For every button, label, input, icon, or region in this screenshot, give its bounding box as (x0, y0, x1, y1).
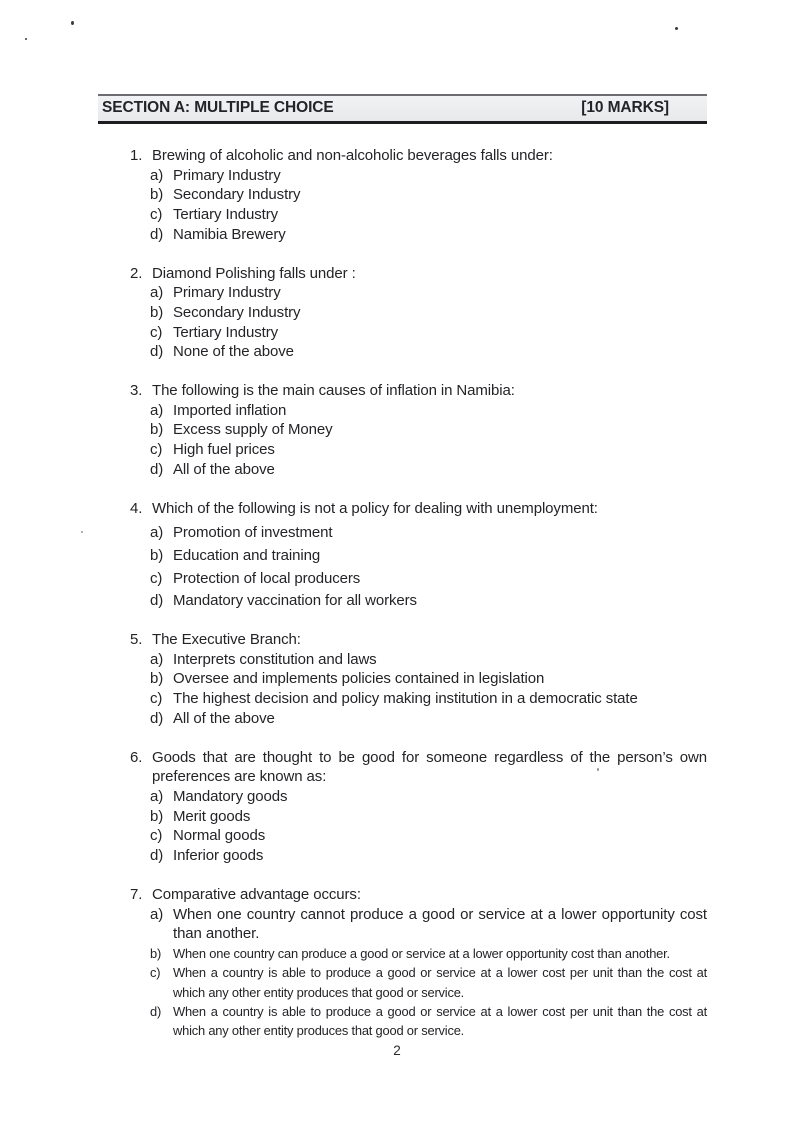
option-text: When one country cannot produce a good or service at a lower opportunity cost than another. (173, 905, 707, 943)
question (130, 264, 707, 363)
option-letter: a) (150, 284, 164, 302)
option (150, 963, 707, 1002)
page-footer (0, 1043, 794, 1058)
option-text: None of the above (173, 343, 294, 361)
question-text: Brewing of alcoholic and non-alcoholic beverages falls under: (152, 147, 553, 164)
option (150, 846, 707, 866)
option-letter: b) (150, 670, 164, 688)
option (150, 669, 707, 689)
option-letter: d) (150, 225, 164, 243)
question-number: 5. (130, 631, 143, 649)
question-text: Which of the following is not a policy for dealing with unemployment: (152, 499, 598, 517)
option-letter: b) (150, 421, 164, 439)
option-text: Tertiary Industry (173, 323, 278, 341)
option-text: When a country is able to produce a good or service at a lower cost per unit than the cost at which any other entity produces that good or service. (173, 965, 707, 1000)
scan-speck (25, 38, 27, 40)
option (150, 905, 707, 944)
question-number: 4. (130, 499, 143, 517)
question (130, 146, 707, 245)
option-text: Education and training (173, 546, 321, 564)
option-text: High fuel prices (173, 441, 275, 459)
question-line (130, 630, 707, 650)
option-text: Merit goods (173, 807, 251, 825)
option-list (150, 166, 707, 245)
question-number: 1. (130, 147, 143, 164)
option (150, 523, 707, 543)
question (130, 748, 707, 866)
option-text: Inferior goods (173, 847, 264, 865)
option-letter: c) (150, 569, 163, 587)
question (130, 630, 707, 729)
option (150, 303, 707, 323)
option-text: Namibia Brewery (173, 225, 286, 243)
option-letter: b) (150, 303, 164, 321)
option (150, 787, 707, 807)
question (130, 381, 707, 480)
page-number: 2 (393, 1043, 401, 1058)
question-line (130, 885, 707, 905)
option-letter: d) (150, 460, 164, 478)
option (150, 323, 707, 343)
option (150, 283, 707, 303)
option-text: Promotion of investment (173, 524, 333, 542)
question-number: 2. (130, 264, 143, 282)
option-text: Excess supply of Money (173, 421, 333, 439)
section-title: SECTION A: MULTIPLE CHOICE (102, 99, 334, 116)
option-letter: a) (150, 905, 164, 923)
option (150, 807, 707, 827)
option-letter: a) (150, 650, 164, 668)
question-list (130, 146, 707, 1059)
question-number: 6. (130, 748, 143, 766)
option (150, 460, 707, 480)
question-line (130, 264, 707, 284)
scan-speck (71, 21, 74, 25)
option-letter: c) (150, 206, 163, 224)
option (150, 342, 707, 362)
option-text: When a country is able to produce a good or service at a lower cost per unit than the cost at which any other entity produces that good or service. (173, 1003, 707, 1039)
option-list (150, 523, 707, 611)
option-letter: d) (150, 847, 164, 865)
option-text: Mandatory vaccination for all workers (173, 592, 417, 610)
option (150, 1002, 707, 1041)
question-line (130, 499, 707, 519)
question-text: Goods that are thought to be good for someone regardless of the person’s own preferences are known as: (152, 748, 707, 786)
option-letter: a) (150, 166, 164, 184)
option-letter: d) (150, 592, 164, 610)
option-letter: d) (150, 343, 164, 361)
option-letter: b) (150, 546, 164, 564)
option (150, 205, 707, 225)
option-list (150, 283, 707, 362)
option-letter: a) (150, 524, 164, 542)
option-letter: b) (150, 807, 164, 825)
question-number: 7. (130, 885, 143, 903)
option (150, 650, 707, 670)
option (150, 709, 707, 729)
question-text: The following is the main causes of inflation in Namibia: (152, 382, 515, 400)
scan-speck (675, 27, 678, 30)
section-marks: [10 MARKS] (581, 99, 669, 116)
question-text: Diamond Polishing falls under : (152, 264, 356, 282)
option-letter: c) (150, 323, 163, 341)
question-line (130, 381, 707, 401)
question (130, 885, 707, 1041)
option-letter: a) (150, 401, 164, 419)
option-text: All of the above (173, 709, 275, 727)
scan-speck (81, 531, 83, 533)
option-text: Tertiary Industry (173, 206, 278, 224)
option (150, 420, 707, 440)
option-text: Imported inflation (173, 401, 287, 419)
option-letter: a) (150, 787, 164, 805)
option (150, 225, 707, 245)
section-header (98, 94, 707, 124)
option-text: Normal goods (173, 827, 266, 845)
option-list (150, 905, 707, 1041)
option-text: Oversee and implements policies contained in legislation (173, 670, 545, 688)
option-text: Primary Industry (173, 284, 281, 302)
option-letter: b) (150, 945, 162, 961)
option (150, 166, 707, 186)
option (150, 591, 707, 611)
option-text: All of the above (173, 460, 275, 478)
option-text: The highest decision and policy making institution in a democratic state (173, 690, 638, 708)
question-number: 3. (130, 382, 143, 400)
option-letter: c) (150, 827, 163, 845)
option-letter: d) (150, 709, 164, 727)
question-line (130, 146, 707, 166)
option (150, 689, 707, 709)
question-line (130, 748, 707, 787)
option-text: Secondary Industry (173, 303, 301, 321)
option (150, 401, 707, 421)
option-list (150, 650, 707, 729)
option (150, 944, 707, 963)
option-letter: c) (150, 965, 161, 981)
option (150, 569, 707, 589)
option-letter: c) (150, 441, 163, 459)
option-letter: c) (150, 690, 163, 708)
question (130, 499, 707, 612)
option (150, 185, 707, 205)
option (150, 546, 707, 566)
option-text: Primary Industry (173, 166, 281, 184)
question-text: The Executive Branch: (152, 631, 301, 649)
option-text: Interprets constitution and laws (173, 650, 377, 668)
option-text: Protection of local producers (173, 569, 361, 587)
option (150, 440, 707, 460)
option-list (150, 787, 707, 866)
option (150, 826, 707, 846)
option-letter: d) (150, 1003, 162, 1019)
option-list (150, 401, 707, 480)
question-text: Comparative advantage occurs: (152, 885, 361, 903)
option-letter: b) (150, 186, 164, 204)
option-text: Secondary Industry (173, 186, 301, 204)
option-text: When one country can produce a good or service at a lower opportunity cost than another. (173, 945, 670, 961)
option-text: Mandatory goods (173, 787, 288, 805)
